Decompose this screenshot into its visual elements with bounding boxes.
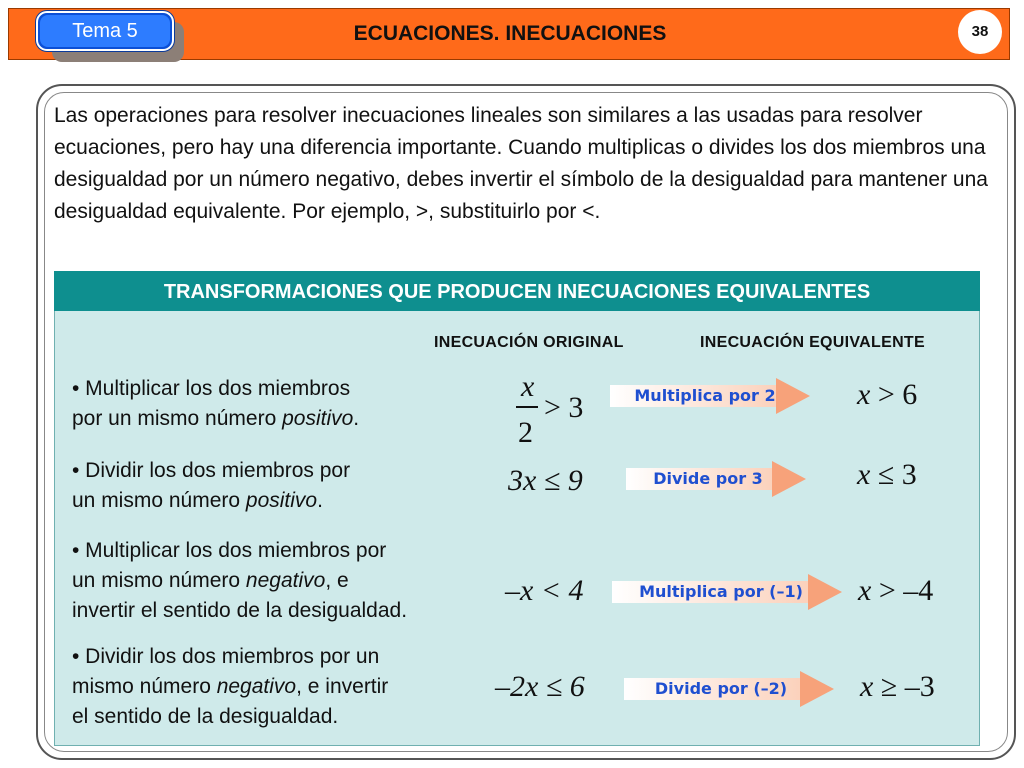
page-title: ECUACIONES. INECUACIONES (353, 22, 667, 45)
row-1-desc-emphasis: positivo (282, 407, 354, 430)
row-4-equivalent-var: x (860, 670, 874, 703)
row-4-desc-line-2 (72, 672, 388, 702)
row-1-description (72, 374, 359, 434)
row-2-desc-line-2 (72, 486, 350, 516)
row-3-equivalent (858, 574, 933, 608)
row-1-fraction-bar (516, 406, 538, 408)
row-4-operation-label: Divide por (–2) (654, 679, 788, 698)
row-2-desc-emphasis: positivo (245, 489, 318, 512)
row-3-original: –x < 4 (505, 574, 584, 607)
row-1-equivalent-rhs: > 6 (877, 378, 918, 411)
topic-tab[interactable]: Tema 5 (40, 15, 170, 47)
row-3-equivalent-rhs: > –4 (878, 574, 934, 607)
row-2-equivalent-rhs: ≤ 3 (877, 458, 917, 491)
row-1-equivalent-var: x (857, 378, 871, 411)
row-3-equivalent-var: x (858, 574, 872, 607)
column-header-original: INECUACIÓN ORIGINAL (434, 334, 624, 351)
column-header-equivalent: INECUACIÓN EQUIVALENTE (700, 334, 925, 351)
row-1-desc-line-1: • Multiplicar los dos miembros (72, 377, 351, 400)
row-2-operation-label: Divide por 3 (653, 469, 763, 488)
row-1-arrow (610, 378, 810, 414)
row-2-equivalent (857, 458, 917, 492)
row-3-description (72, 536, 407, 626)
row-4-description (72, 642, 388, 732)
row-4-equivalent-rhs: ≥ –3 (880, 670, 935, 703)
row-1-desc-end: . (353, 407, 360, 430)
row-1-fraction-denominator: 2 (518, 416, 533, 449)
row-1-operation-label: Multiplica por 2 (634, 386, 776, 405)
row-4-desc-emphasis: negativo (216, 675, 297, 698)
row-2-desc-end: . (317, 489, 323, 512)
row-1-desc-text: por un mismo número (72, 407, 283, 430)
row-4-desc-text: mismo número (72, 675, 217, 698)
row-3-arrow (612, 574, 844, 610)
row-4-arrow (624, 671, 834, 707)
row-2-original: 3x ≤ 9 (508, 464, 583, 497)
row-1-original-rhs (544, 391, 583, 425)
row-1-fraction-numerator: x (521, 370, 535, 403)
row-4-desc-line-1: • Dividir los dos miembros por un (72, 645, 380, 668)
row-2-desc-line-1: • Dividir los dos miembros por (72, 459, 351, 482)
row-3-desc-line-3: invertir el sentido de la desigualdad. (72, 599, 408, 622)
intro-paragraph: Las operaciones para resolver inecuaciones lineales son similares a las usadas para resolver ecuaciones, pero hay una diferencia importante. Cuando multiplicas o divides los dos miembros una desigualdad por un número negativo, debes invertir el símbolo de la desigualdad para mantener una desigualdad equivalente. Por ejemplo, >, substituirlo por <. (54, 104, 988, 223)
row-4-desc-end: , e invertir (296, 675, 389, 698)
row-1-desc-line-2 (72, 404, 359, 434)
panel-title: TRANSFORMACIONES QUE PRODUCEN INECUACIONES EQUIVALENTES (54, 271, 980, 311)
row-3-desc-emphasis: negativo (245, 569, 326, 592)
row-2-arrow (626, 461, 806, 497)
page-number-badge: 38 (958, 10, 1002, 54)
row-3-desc-end: , e (325, 569, 349, 592)
row-3-desc-line-1: • Multiplicar los dos miembros por (72, 539, 387, 562)
row-3-desc-line-2 (72, 566, 407, 596)
row-4-equivalent (860, 670, 935, 704)
row-2-equivalent-var: x (857, 458, 871, 491)
row-3-desc-text: un mismo número (72, 569, 246, 592)
row-1-equivalent (857, 378, 917, 412)
row-4-desc-line-3: el sentido de la desigualdad. (72, 705, 339, 728)
row-3-operation-label: Multiplica por (–1) (639, 582, 803, 601)
row-1-original-rhs-text: > 3 (544, 391, 584, 424)
row-4-original: –2x ≤ 6 (495, 670, 585, 703)
row-2-description (72, 456, 350, 516)
row-2-desc-text: un mismo número (72, 489, 246, 512)
